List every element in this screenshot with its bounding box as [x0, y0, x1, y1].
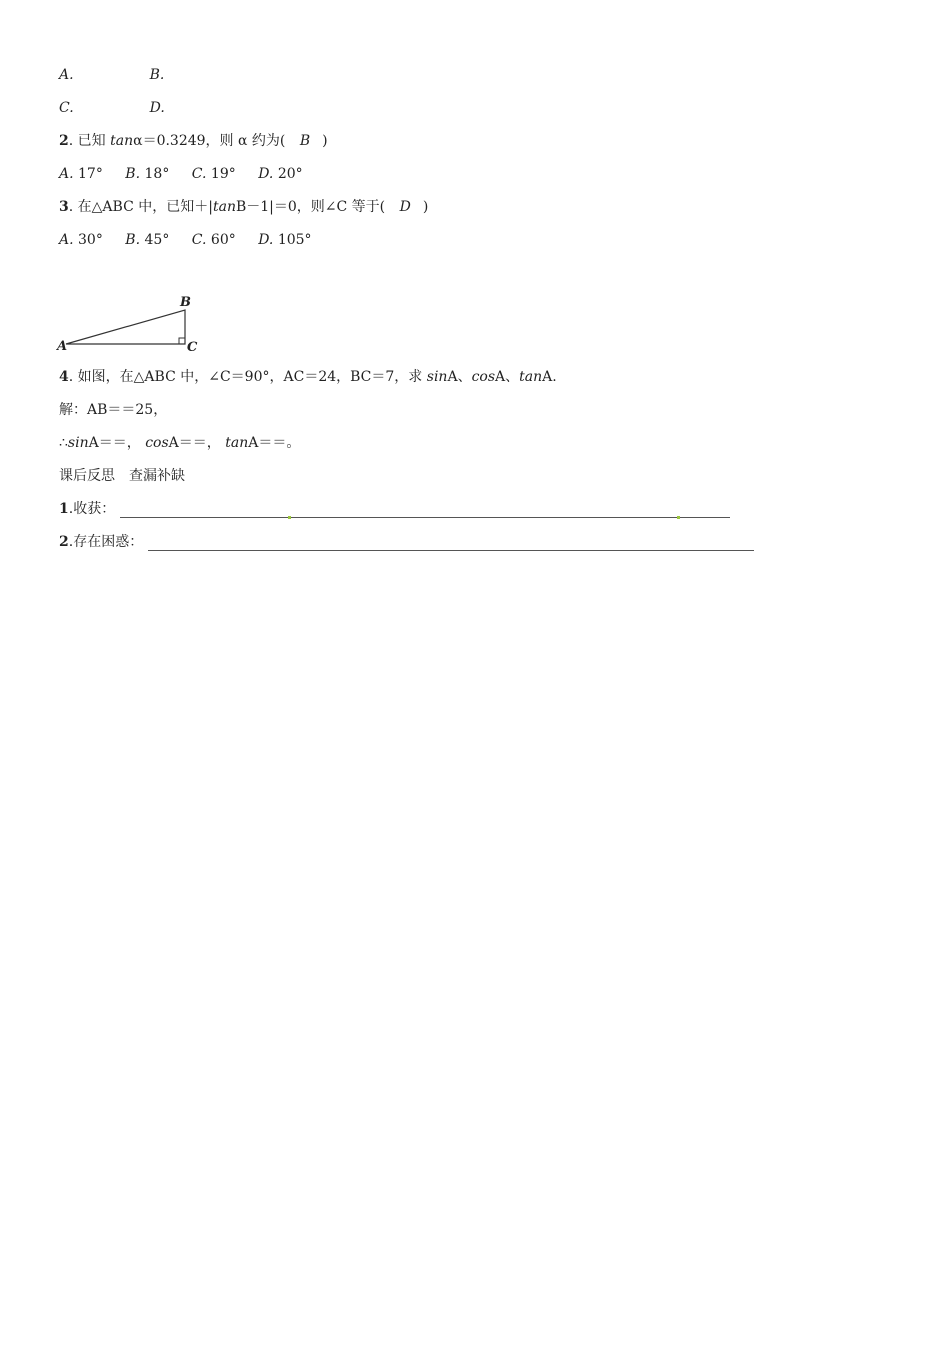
q4-dot: .	[68, 369, 74, 385]
q4-cos: cos	[471, 369, 496, 385]
reflection-item-2-number: 2	[59, 534, 69, 550]
right-angle-marker	[179, 338, 185, 344]
q2-option-c-letter: C.	[191, 166, 207, 182]
q2-option-b-letter: B.	[125, 166, 141, 182]
q3-answer: D	[399, 199, 411, 215]
confusion-blank-line[interactable]	[148, 536, 754, 551]
q4-tan: tan	[519, 369, 543, 385]
q4-stem	[59, 368, 557, 386]
q2-option-c-value: 19°	[210, 166, 236, 182]
q2-number: 2	[59, 133, 69, 149]
solution-line-1	[59, 401, 167, 419]
q2-answer: B	[299, 133, 311, 149]
reflection-item-2-label: .存在困惑：	[68, 534, 144, 550]
q3-option-b-value: 45°	[144, 232, 170, 248]
solution-tan-value: A＝＝。	[248, 435, 301, 451]
q3-text-after: B－1|＝0，则∠C 等于(	[235, 199, 386, 215]
triangle-figure	[54, 290, 214, 356]
q2-close: )	[322, 133, 328, 149]
q2-dot: .	[68, 133, 74, 149]
q2-option-d-letter: D.	[258, 166, 274, 182]
reflection-heading-text: 课后反思 查漏补缺	[59, 468, 185, 484]
q3-option-d-letter: D.	[258, 232, 274, 248]
solution-cos-value: A＝＝，	[168, 435, 221, 451]
q1-options-row2	[59, 99, 165, 117]
q2-options	[59, 165, 303, 183]
q3-option-d-value: 105°	[277, 232, 312, 248]
q2-stem	[59, 132, 328, 150]
vertex-label-c: C	[187, 340, 198, 355]
q3-dot: .	[68, 199, 74, 215]
reflection-item-1-label: .收获：	[68, 501, 116, 517]
solution-cos: cos	[145, 435, 169, 451]
q1-option-d: D.	[149, 100, 165, 116]
q2-text-after: α＝0.3249，则 α 约为(	[133, 133, 286, 149]
solution-sin-value: A＝＝，	[88, 435, 141, 451]
q4-a3: A.	[542, 369, 557, 385]
reflection-item-2	[59, 533, 754, 551]
reflection-item-1-number: 1	[59, 501, 69, 517]
q2-text-before: 已知	[77, 133, 106, 149]
q3-number: 3	[59, 199, 69, 215]
q2-tan: tan	[110, 133, 134, 149]
q2-option-a-letter: A.	[59, 166, 74, 182]
q1-option-b: B.	[149, 67, 165, 83]
reflection-item-1	[59, 500, 730, 518]
q2-option-b-value: 18°	[144, 166, 170, 182]
solution-ab: 解：AB＝＝25，	[59, 402, 168, 418]
q2-option-d-value: 20°	[277, 166, 303, 182]
q3-option-b-letter: B.	[125, 232, 141, 248]
q4-a2: A、	[495, 369, 520, 385]
q3-option-a-value: 30°	[78, 232, 103, 248]
blank-marker-1	[288, 516, 291, 519]
solution-sin: sin	[67, 435, 89, 451]
q3-options	[59, 231, 312, 249]
q3-tan: tan	[212, 199, 236, 215]
q3-option-c-letter: C.	[191, 232, 207, 248]
solution-line-2	[59, 434, 300, 452]
q3-text-before: 在△ABC 中，已知＋|	[77, 199, 213, 215]
q4-sin: sin	[426, 369, 448, 385]
q3-option-a-letter: A.	[59, 232, 74, 248]
blank-marker-2	[677, 516, 680, 519]
q1-option-c: C.	[59, 100, 74, 116]
q4-text: 如图，在△ABC 中，∠C＝90°，AC＝24，BC＝7，求	[77, 369, 423, 385]
q3-close: )	[422, 199, 429, 215]
q1-option-a: A.	[59, 67, 74, 83]
therefore-symbol: ∴	[59, 435, 68, 451]
solution-tan: tan	[225, 435, 249, 451]
vertex-label-a: A	[57, 339, 68, 354]
q4-a1: A、	[447, 369, 472, 385]
q4-number: 4	[59, 369, 69, 385]
reflection-heading	[59, 467, 185, 485]
vertex-label-b: B	[180, 295, 191, 310]
q3-stem	[59, 198, 428, 216]
q1-options-row1	[59, 66, 164, 84]
triangle-abc	[66, 310, 185, 344]
q3-option-c-value: 60°	[210, 232, 236, 248]
q2-option-a-value: 17°	[78, 166, 103, 182]
harvest-blank-line[interactable]	[120, 503, 730, 518]
